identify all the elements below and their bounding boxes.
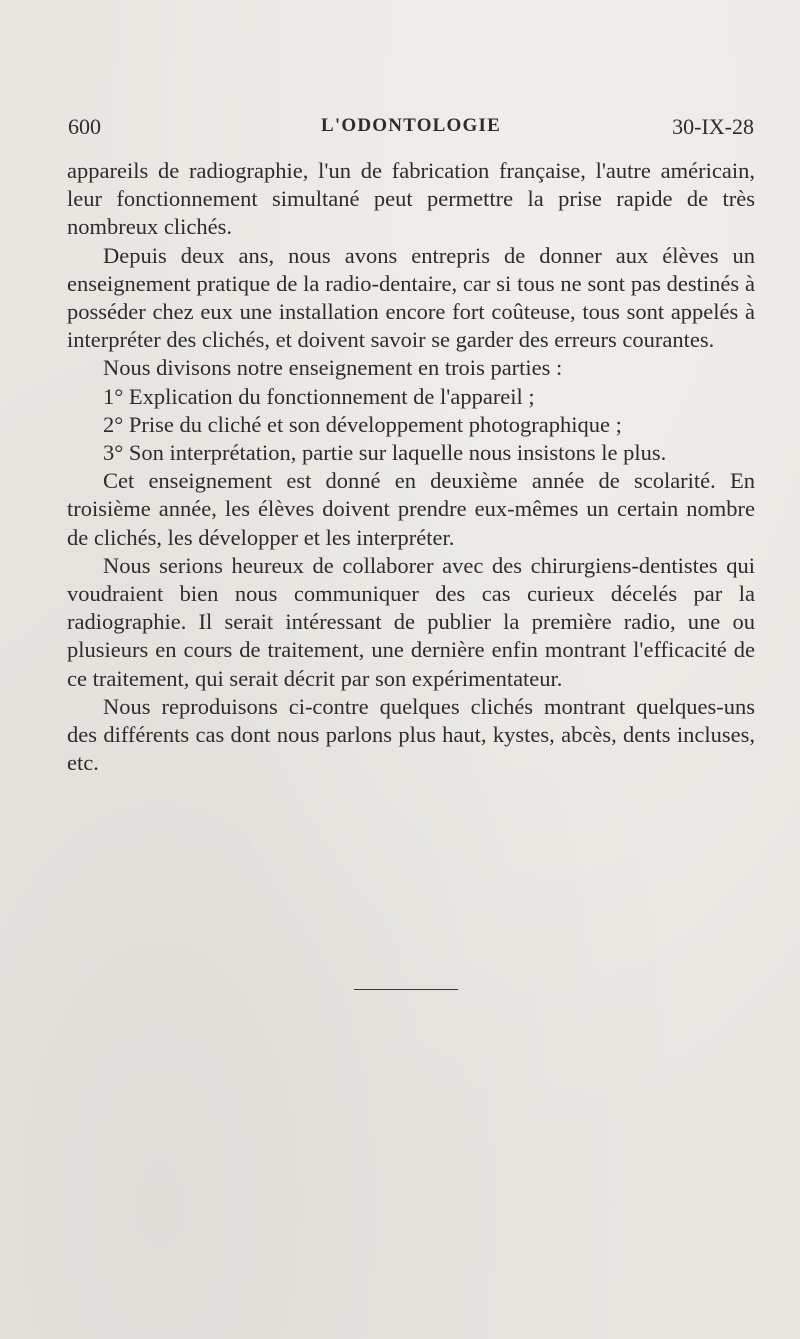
paragraph: Nous divisons notre enseignement en trois parties : (103, 355, 563, 381)
paragraph: Nous reproduisons ci-contre quelques clichés montrant quelques-uns des différents cas dont nous parlons plus haut, kystes, abcès, dents incluses, etc. (67, 693, 755, 776)
section-end-rule (354, 989, 458, 990)
paragraph: Cet enseignement est donné en deuxième année de scolarité. En troisième année, les élèves doivent prendre eux-mêmes un certain nombre de clichés, les développer et les interpréter. (67, 468, 755, 550)
running-header (68, 114, 754, 144)
journal-title: L'ODONTOLOGIE (321, 115, 501, 136)
issue-date: 30-IX-28 (672, 114, 754, 139)
paragraph: Nous serions heureux de collaborer avec des chirurgiens-dentistes qui voudraient bien nous communiquer des cas curieux décelés par la radiographie. Il serait intéressant de publier la première radio, une ou plusieurs en cours de traitement, une dernière enfin montrant l'efficacité de ce traitement, qui serait décrit par son expérimentateur. (67, 552, 755, 691)
paragraph: Depuis deux ans, nous avons entrepris de donner aux élèves un enseignement pratique de la radio-dentaire, car si tous ne sont pas destinés à posséder chez eux une installation encore fort coûteuse, tous sont appelés à interpréter des clichés, et doivent savoir se garder des erreurs courantes. (67, 242, 755, 353)
list-item: 3° Son interprétation, partie sur laquelle nous insistons le plus. (103, 440, 667, 466)
list-item: 2° Prise du cliché et son développement photographique ; (103, 411, 622, 437)
list-item: 1° Explication du fonctionnement de l'appareil ; (103, 383, 535, 409)
article-body (67, 157, 755, 777)
page-number: 600 (68, 114, 101, 139)
paragraph-continuation: appareils de radiographie, l'un de fabrication française, l'autre américain, leur fonctionnement simultané peut permettre la prise rapide de très nombreux clichés. (67, 158, 755, 240)
